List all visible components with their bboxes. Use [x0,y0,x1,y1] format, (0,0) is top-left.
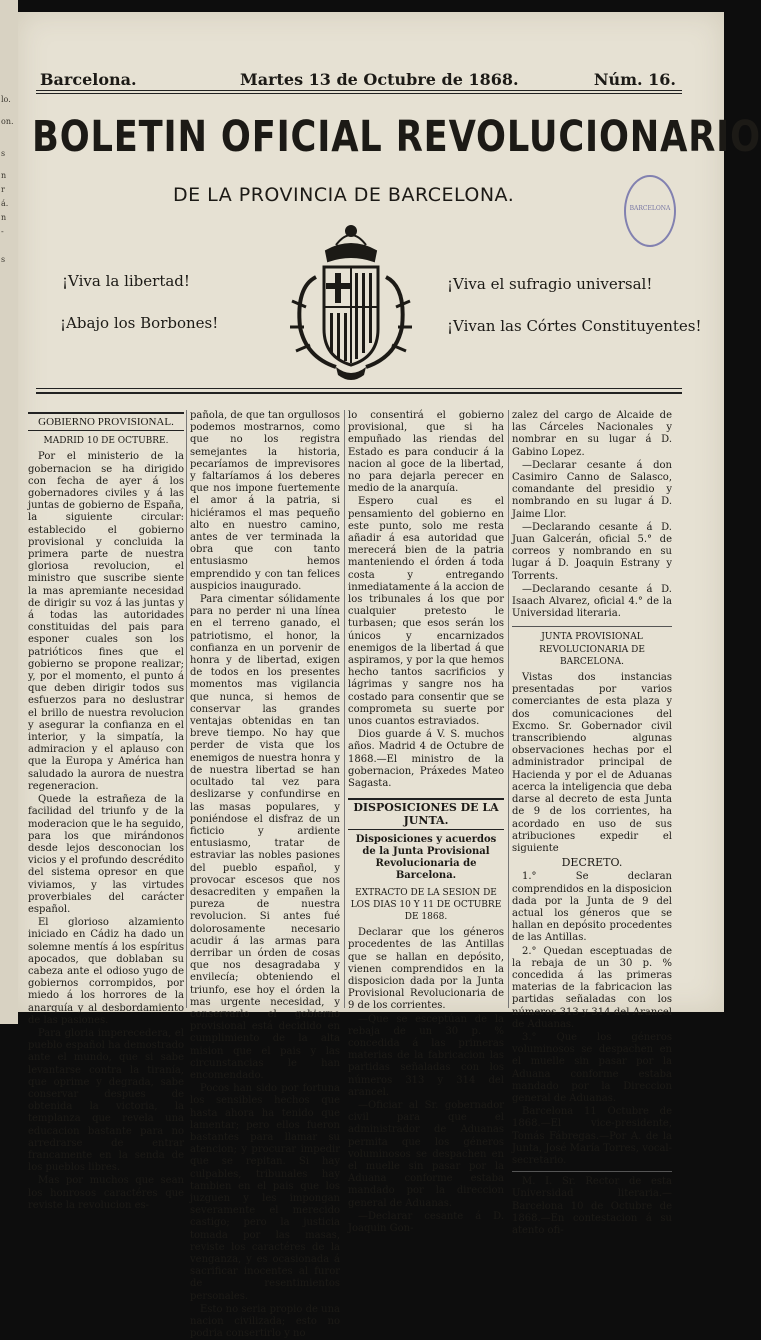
column-4 [512,410,672,1236]
col4-paragraph: —Declarando cesante á D. Isaach Alvarez, oficial 4.° de la Universidad literaria. [512,583,672,620]
col4-paragraph: 3.° Que los géneros voluminosos se despachen en el muelle sin pasar por la Aduana conforme estaba mandado por la Direccion general de Aduanas. [512,1031,672,1104]
col3-paragraph: —Que se esceptúan de la rebaja de un 30 p. % concedida á las primeras materias de la fabricacion las partidas señaladas con los números 313 y 314 del arancel. [348,1013,504,1098]
column-1 [28,404,184,1211]
column-divider [508,410,509,1008]
col4-paragraph: 2.° Quedan esceptuadas de la rebaja de un 30 p. % concedida á las primeras materias de la fabricacion las partidas señaladas con los números 313 y 314 del Arancel de Aduanas. [512,945,672,1030]
header-date: Martes 13 de Octubre de 1868. [240,70,519,89]
dateline: MADRID 10 DE OCTUBRE. [43,436,169,447]
col4-paragraph: —Declarar cesante á don Casimiro Canno de Salasco, comandante del presidio y nombrando en su lugar á D. Jaime Llor. [512,459,672,520]
header-line [40,70,676,92]
session-extract: EXTRACTO DE LA SESION DE LOS DIAS 10 Y 11 DE OCTUBRE DE 1868. [350,887,502,922]
strip-text: - [1,227,4,236]
column-3 [348,410,504,1234]
slogan-left-bottom: ¡Abajo los Borbones! [60,314,219,332]
col4-paragraph: 1.° Se declaran comprendidos en la disposicion dada por la Junta de 9 del actual los géneros que se hallan en depósito procedentes de las Antillas. [512,871,672,944]
disposiciones-heading: DISPOSICIONES DE LA JUNTA. [348,798,504,829]
col1-paragraph: Por el ministerio de la gobernacion se ha dirigido con fecha de ayer á los gobernadores civiles y á las juntas de gobierno de España, la siguiente circular: establecido el gobierno provisional y concluida la primera parte de nuestra gloriosa revolucion, el ministro que suscribe siente la mas apremiante necesidad de dirigir su voz á las juntas y á todas las autoridades constituidas del pais para esponer cuales son los patrióticos fines que el gobierno se propone realizar; y, por el momento, el punto á que deben dirigir todos sus esfuerzos para no deslustrar el brillo de nuestra revolucion y asegurar la confianza en el interior, y la simpatía, la admiracion y el aplauso con que la Europa y América han saludado la aurora de nuestra regeneracion. [28,451,184,792]
masthead-subtitle: DE LA PROVINCIA DE BARCELONA. [173,184,515,206]
strip-text: n [1,171,7,180]
col3-paragraph: Espero cual es el pensamiento del gobierno en este punto, solo me resta añadir á esa autoridad que merecerá bien de la patria manteniendo el órden á toda costa y entregando inmediatamente á la accion de los tribunales á los que por cualquier pretesto le turbasen; que esos serán los únicos y encarnizados enemigos de la libertad á que aspiramos, y por la que hemos hecho tantos sacrificios y lágrimas y sangre nos ha costado para consentir que se comprometa su suerte por unos cuantos estraviados. [348,496,504,728]
col2-paragraph: Pocos han sido por fortuna los sensibles hechos que hasta ahora ha tenido que lamentar; pero ellos fueron bastantes para llamar su atencion; y procurar impedir que se repitan. Si hay culpables, tribunales hay tambien en el pais que los juzguen y les impongan severamente el merecido castigo; pero la justicia tomada por las masas, reviste los caractéres de la venganza, y es ocasionada á sacrificar inocentes al furor de resentimientos personales. [190,1083,340,1302]
decree-title: DECRETO. [561,856,623,870]
header-rule-2 [36,93,682,94]
coat-of-arms-icon [286,217,416,387]
column-divider [186,410,187,1008]
header-number: Núm. 16. [593,70,676,89]
slogan-right-top: ¡Viva el sufragio universal! [447,275,653,293]
col3-paragraph: Dios guarde á V. S. muchos años. Madrid 4 de Octubre de 1868.—El ministro de la gobernacion, Práxedes Mateo Sagasta. [348,729,504,790]
stamp-text: BARCELONA [629,205,671,212]
adjacent-page-strip [0,0,18,1024]
col1-paragraph: Mas por muchos que sean los honrosos caractéres que reviste la revolucion es- [28,1175,184,1211]
col4-paragraph: M. I. Sr. Rector de esta Universidad literaria.—Barcelona 10 de Octubre de 1868.—En contestacion á su atento ofi- [512,1171,672,1237]
col3-paragraph: lo consentirá el gobierno provisional, que si ha empuñado las riendas del Estado es para conducir á la nacion al goce de la libertad, no para dejarla perecer en medio de la anarquía. [348,410,504,495]
col1-paragraph: El glorioso alzamiento iniciado en Cádiz ha dado un solemne mentís á los espíritus apocados, que doblaban su cabeza ante el odioso yugo de gobiernos corrompidos, por miedo á los horrores de la anarquía y al desbordamiento de las pasiones. [28,917,184,1026]
col4-paragraph: zalez del cargo de Alcaide de las Cárceles Nacionales y nombrar en su lugar á D. Gabino Lopez. [512,410,672,458]
strip-text: n [1,213,7,222]
strip-text: lo. [1,95,11,104]
col1-paragraph: Para gloria imperecedera, el pueblo español ha demostrado ante el mundo, que si sabe levantarse contra la tiranía, que oprime y degrada, sabe conservar despues de obtenida la victoria, la templanza que revela una educacion bastante para no arredrarse de entrar francamente en la senda de los pueblos libres. [28,1027,184,1174]
masthead-rule-2 [36,392,682,394]
header-city: Barcelona. [40,70,137,89]
junta-heading: JUNTA PROVISIONAL REVOLUCIONARIA DE BARCELONA. [512,626,672,668]
slogan-left-top: ¡Viva la libertad! [62,272,190,290]
col4-paragraph: Vistas dos instancias presentadas por varios comerciantes de esta plaza y dos comunicaciones del Excmo. Sr. Gobernador civil transcribiendo algunas observaciones hechas por el administrador principal de Hacienda y por el de Aduanas acerca la inteligencia que deba darse al decreto de esta Junta de 9 de los corrientes, ha acordado en uso de sus atribuciones expedir el siguiente [512,672,672,854]
masthead-title: BOLETIN OFICIAL REVOLUCIONARIO [32,112,761,162]
col2-paragraph: pañola, de que tan orgullosos podemos mostrarnos, como que no los registra semejantes la historia, pecaríamos de imprevisores y faltaríamos á los deberes que nos impone fuertemente el amor á la patria, si hiciéramos el mas pequeño alto en nuestro camino, antes de ver terminada la obra que con tanto entusiasmo hemos emprendido y con tan felices auspicios inaugurado. [190,410,340,592]
slogan-right-bottom: ¡Vivan las Córtes Constituyentes! [447,317,702,335]
strip-text: s [1,149,6,158]
library-stamp [624,175,676,247]
col3-paragraph: —Oficiar al Sr. gobernador civil para que el administrador de Aduanas permita que los géneros voluminosos se despachen en el muelle sin pasar por la Aduana conforme estaba mandado por la direccion general de Aduanas. [348,1099,504,1209]
strip-text: s [1,255,6,264]
strip-text: on. [1,117,14,126]
header-rule [36,90,682,91]
newspaper-page [18,12,761,1340]
col4-paragraph: Barcelona 11 Octubre de 1868.—El vice-presidente, Tomás Fábregas.—Por A. de la Junta, José María Torres, vocal-secretario. [512,1106,672,1166]
masthead-rule [36,388,682,389]
disposiciones-subheading: Disposiciones y acuerdos de la Junta Provisional Revolucionaria de Barcelona. [355,833,497,882]
column-divider [344,410,345,1008]
gobierno-heading: GOBIERNO PROVISIONAL. [28,412,184,431]
strip-text: á. [1,199,9,208]
col1-paragraph: Quede la estrañeza de la facilidad del triunfo y de la moderacion que le ha seguido, para los que mirándonos desde lejos desconocian los vicios y el profundo descrédito del sistema opresor en que viviamos, y las virtudes proverbiales del carácter español. [28,794,184,915]
col2-paragraph: Esto no seria propio de una nacion civilizada; esto no podria consertirlo y no [190,1303,340,1340]
col4-paragraph: —Declarando cesante á D. Juan Galcerán, oficial 5.° de correos y nombrando en su lugar á D. Joaquin Estrany y Torrents. [512,521,672,582]
col2-paragraph: Para cimentar sólidamente para no perder ni una línea en el terreno ganado, el patriotismo, el honor, la confianza en un porvenir de honra y de libertad, exigen de todos en los presentes momentos mas vigilancia que nunca, si hemos de conservar las grandes ventajas obtenidas en tan breve tiempo. No hay que perder de vista que los enemigos de nuestra honra y de nuestra libertad se han ocultado tal vez para deslizarse y confundirse en las masas populares, y poniéndose el disfraz de un ficticio y ardiente entusiasmo, tratar de estraviar las nobles pasiones del pueblo español, y provocar escesos que nos desacrediten y empañen la pureza de nuestra revolucion. Si antes fué dolorosamente necesario acudir á las armas para derribar un órden de cosas que nos desagradaba y envilecía; obteniendo el triunfo, ese hoy el órden la mas urgente necesidad, y conservarlo el gobierno provisional está decidido en cumplimiento de la alta mision que el pais y las circunstancias le han encomendado. [190,594,340,1081]
col3-paragraph: —Declarar cesante á D. Joaquin Gon- [348,1210,504,1234]
col3-paragraph: Declarar que los géneros procedentes de las Antillas que se hallan en depósito, vienen comprendidos en la disposicion dada por la Junta Provisional Revolucionaria de 9 de los corrientes. [348,927,504,1012]
column-2 [190,410,340,1340]
strip-text: r [1,185,5,194]
